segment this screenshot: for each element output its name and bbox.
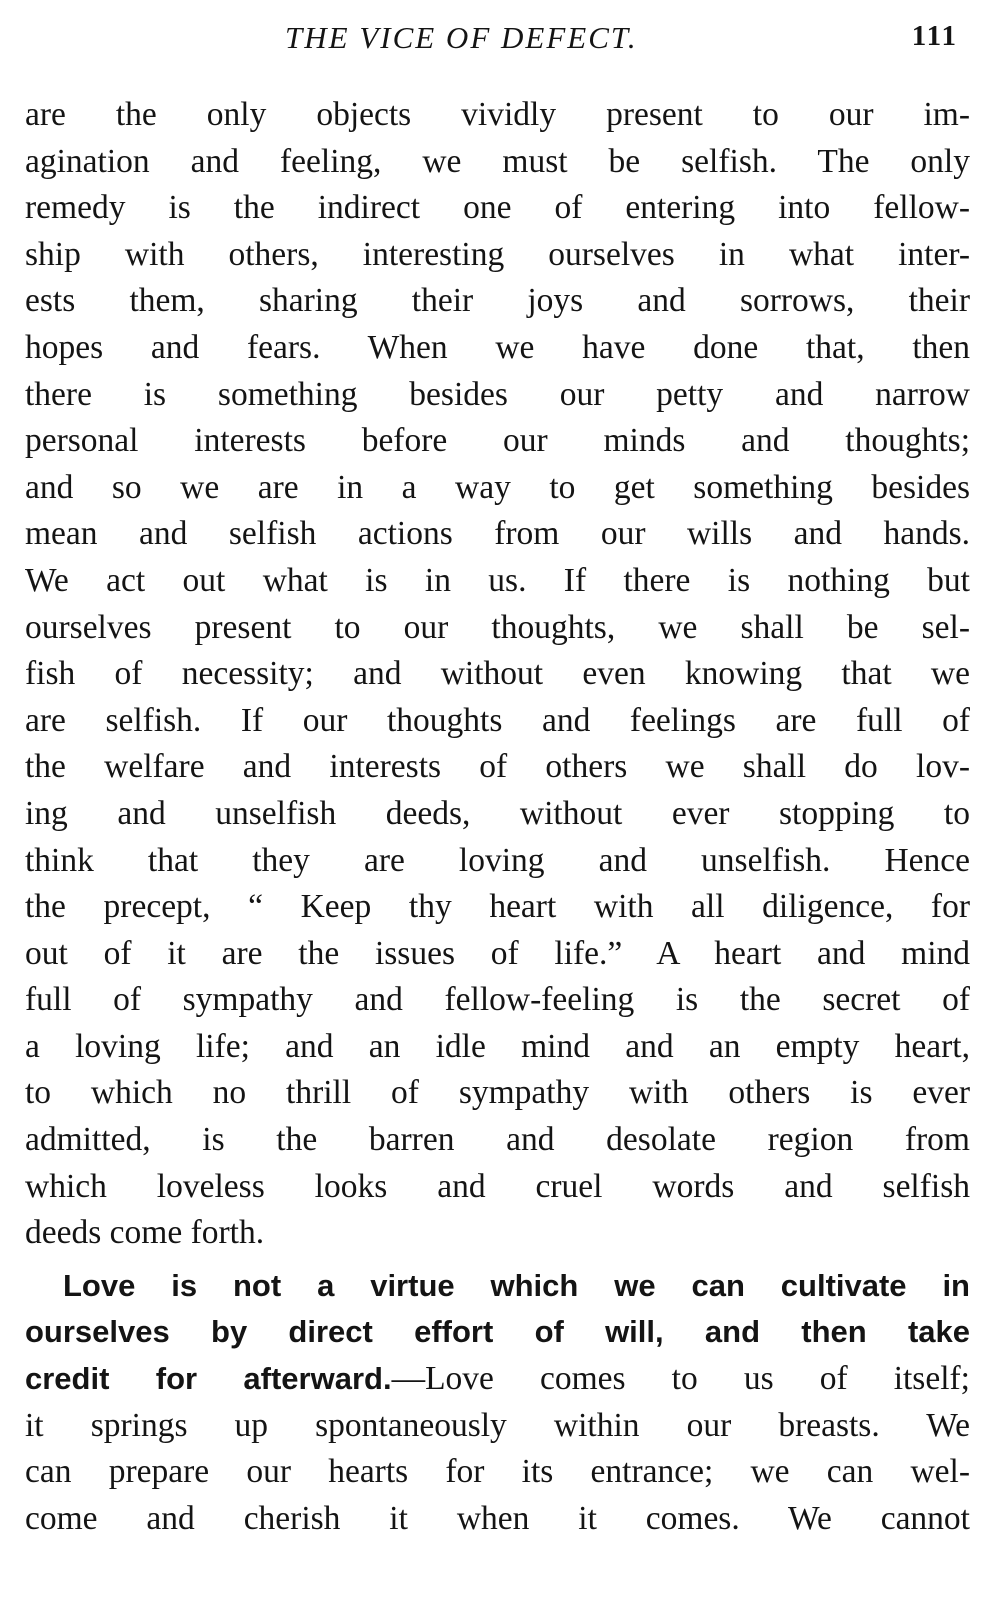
- text-line: personal interests before our minds and thoughts;: [25, 422, 970, 460]
- running-header: [0, 20, 1000, 60]
- text-line: hopes and fears. When we have done that, then: [25, 328, 970, 366]
- text-line: ing and unselfish deeds, without ever stopping to: [25, 794, 970, 832]
- text-line: out of it are the issues of life.” A heart and mind: [25, 934, 970, 972]
- text-run: —Love comes to us of itself;: [391, 1360, 970, 1398]
- text-line: can prepare our hearts for its entrance; we can wel-: [25, 1453, 970, 1491]
- text-line: We act out what is in us. If there is nothing but: [25, 561, 970, 599]
- text-line: are the only objects vividly present to our im-: [25, 96, 970, 133]
- text-line: fish of necessity; and without even knowing that we: [25, 655, 970, 693]
- page-number: 111: [911, 20, 958, 52]
- text-line: agination and feeling, we must be selfish. The only: [25, 142, 970, 180]
- paragraph-continued: [25, 92, 970, 1257]
- text-line: and so we are in a way to get something besides: [25, 468, 970, 506]
- text-line: ourselves present to our thoughts, we shall be sel-: [25, 608, 970, 646]
- text-line: come and cherish it when it comes. We cannot: [25, 1499, 970, 1537]
- running-title: THE VICE OF DEFECT.: [285, 20, 638, 55]
- text-line: the precept, “ Keep thy heart with all diligence, for: [25, 888, 970, 926]
- text-line: think that they are loving and unselfish. Hence: [25, 841, 970, 879]
- text-line: are selfish. If our thoughts and feelings are full of: [25, 701, 970, 739]
- body-text: [25, 92, 970, 1542]
- text-line: a loving life; and an idle mind and an empty heart,: [25, 1027, 970, 1065]
- text-line: deeds come forth.: [25, 1214, 265, 1252]
- heading-line: [25, 1356, 970, 1403]
- text-line: it springs up spontaneously within our breasts. We: [25, 1406, 970, 1444]
- text-line: ship with others, interesting ourselves in what inter-: [25, 235, 970, 273]
- bold-heading-text: credit for afterward.: [25, 1361, 392, 1397]
- text-line: full of sympathy and fellow-feeling is the secret of: [25, 981, 970, 1019]
- heading-line: [25, 1263, 970, 1310]
- text-line: there is something besides our petty and narrow: [25, 375, 970, 413]
- text-line: which loveless looks and cruel words and selfish: [25, 1167, 970, 1205]
- heading-line: [25, 1309, 970, 1356]
- text-line: the welfare and interests of others we shall do lov-: [25, 748, 970, 786]
- text-line: remedy is the indirect one of entering into fellow-: [25, 189, 970, 227]
- paragraph-love: [25, 1263, 970, 1543]
- bold-heading-text: Love is not a virtue which we can cultivate in: [63, 1267, 970, 1303]
- text-line: to which no thrill of sympathy with others is ever: [25, 1074, 970, 1112]
- text-line: admitted, is the barren and desolate region from: [25, 1121, 970, 1159]
- text-line: mean and selfish actions from our wills and hands.: [25, 515, 970, 553]
- text-line: ests them, sharing their joys and sorrows, their: [25, 282, 970, 320]
- bold-heading-text: ourselves by direct effort of will, and then take: [25, 1314, 970, 1350]
